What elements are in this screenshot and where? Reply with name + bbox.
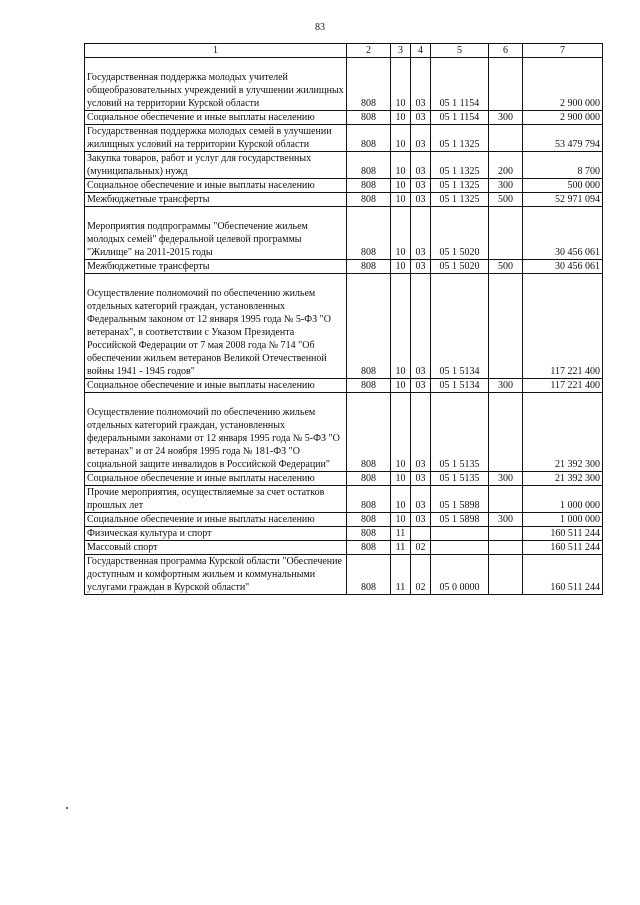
row-name-text: Социальное обеспечение и иные выплаты населению	[87, 180, 315, 191]
column-header: 1	[85, 44, 347, 58]
target-article-cell	[431, 527, 489, 541]
row-name-cell	[85, 193, 347, 207]
column-header: 2	[347, 44, 391, 58]
target-article-cell: 05 1 5898	[431, 486, 489, 513]
expense-type-cell: 500	[489, 260, 523, 274]
section-code-cell: 10	[391, 472, 411, 486]
ministry-code-cell: 808	[347, 179, 391, 193]
amount-cell: 30 456 061	[523, 207, 603, 260]
row-name-cell	[85, 527, 347, 541]
row-name-cell	[85, 260, 347, 274]
subsection-code-cell: 02	[411, 541, 431, 555]
table-row	[85, 393, 603, 472]
subsection-code-cell: 03	[411, 193, 431, 207]
row-name-cell	[85, 58, 347, 111]
row-name-text: Закупка товаров, работ и услуг для государственных (муниципальных) нужд	[87, 153, 312, 177]
expense-type-cell	[489, 274, 523, 379]
expense-type-cell: 500	[489, 193, 523, 207]
target-article-cell	[431, 541, 489, 555]
ministry-code-cell: 808	[347, 555, 391, 595]
table-row	[85, 513, 603, 527]
row-name-cell	[85, 513, 347, 527]
row-name-text: Межбюджетные трансферты	[87, 194, 210, 205]
target-article-cell: 05 1 5135	[431, 472, 489, 486]
ministry-code-cell: 808	[347, 152, 391, 179]
row-name-text: Мероприятия подпрограммы "Обеспечение жильем молодых семей" федеральной целевой программы "Жилище" на 2011-2015 годы	[87, 221, 308, 258]
section-code-cell: 10	[391, 152, 411, 179]
table-header-row	[85, 44, 603, 58]
expense-type-cell	[489, 541, 523, 555]
row-name-cell	[85, 111, 347, 125]
amount-cell: 160 511 244	[523, 527, 603, 541]
ministry-code-cell: 808	[347, 125, 391, 152]
ministry-code-cell: 808	[347, 207, 391, 260]
row-name-text: Межбюджетные трансферты	[87, 261, 210, 272]
amount-cell: 21 392 300	[523, 393, 603, 472]
subsection-code-cell: 02	[411, 555, 431, 595]
section-code-cell: 10	[391, 513, 411, 527]
target-article-cell: 05 1 5134	[431, 274, 489, 379]
subsection-code-cell	[411, 527, 431, 541]
amount-cell: 2 900 000	[523, 111, 603, 125]
page-number: 83	[315, 22, 325, 33]
section-code-cell: 11	[391, 541, 411, 555]
column-header: 4	[411, 44, 431, 58]
row-name-cell	[85, 207, 347, 260]
expense-type-cell	[489, 207, 523, 260]
row-name-text: Социальное обеспечение и иные выплаты населению	[87, 473, 315, 484]
table-row	[85, 152, 603, 179]
target-article-cell: 05 1 1325	[431, 193, 489, 207]
ministry-code-cell: 808	[347, 274, 391, 379]
target-article-cell: 05 1 5135	[431, 393, 489, 472]
row-top-spacing	[87, 207, 344, 220]
row-name-text: Прочие мероприятия, осуществляемые за счет остатков прошлых лет	[87, 487, 325, 511]
table-row	[85, 193, 603, 207]
column-header: 3	[391, 44, 411, 58]
row-top-spacing	[87, 393, 344, 406]
subsection-code-cell: 03	[411, 393, 431, 472]
section-code-cell: 10	[391, 486, 411, 513]
row-name-cell	[85, 179, 347, 193]
target-article-cell: 05 1 5020	[431, 260, 489, 274]
subsection-code-cell: 03	[411, 179, 431, 193]
table-row	[85, 541, 603, 555]
ministry-code-cell: 808	[347, 379, 391, 393]
target-article-cell: 05 1 1325	[431, 125, 489, 152]
row-name-text: Социальное обеспечение и иные выплаты населению	[87, 514, 315, 525]
row-name-cell	[85, 152, 347, 179]
target-article-cell: 05 1 1154	[431, 111, 489, 125]
table-row	[85, 111, 603, 125]
expense-type-cell: 300	[489, 472, 523, 486]
margin-mark	[66, 807, 68, 809]
expense-type-cell	[489, 393, 523, 472]
budget-table	[84, 43, 603, 595]
amount-cell: 117 221 400	[523, 274, 603, 379]
table-row	[85, 125, 603, 152]
subsection-code-cell: 03	[411, 472, 431, 486]
expense-type-cell: 300	[489, 513, 523, 527]
ministry-code-cell: 808	[347, 541, 391, 555]
amount-cell: 160 511 244	[523, 541, 603, 555]
subsection-code-cell: 03	[411, 111, 431, 125]
table-row	[85, 179, 603, 193]
ministry-code-cell: 808	[347, 393, 391, 472]
row-name-text: Осуществление полномочий по обеспечению жильем отдельных категорий граждан, установленных Федеральным законом от 12 января 1995 года № 5-ФЗ "О ветеранах", в соответствии с Указом Президента Российской Федерации от 7 мая 2008 года № 714 "Об обеспечении жильем ветеранов Великой Отечественной войны 1941 - 1945 годов"	[87, 288, 331, 377]
target-article-cell: 05 1 5898	[431, 513, 489, 527]
ministry-code-cell: 808	[347, 513, 391, 527]
row-name-text: Осуществление полномочий по обеспечению жильем отдельных категорий граждан, установленных федеральными законами от 12 января 1995 года № 5-ФЗ "О ветеранах" и от 24 ноября 1995 года № 181-ФЗ "О социальной защите инвалидов в Российской Федерации"	[87, 407, 340, 470]
section-code-cell: 10	[391, 207, 411, 260]
ministry-code-cell: 808	[347, 58, 391, 111]
subsection-code-cell: 03	[411, 274, 431, 379]
subsection-code-cell: 03	[411, 513, 431, 527]
target-article-cell: 05 1 1154	[431, 58, 489, 111]
table-row	[85, 58, 603, 111]
column-header: 7	[523, 44, 603, 58]
row-name-cell	[85, 274, 347, 379]
ministry-code-cell: 808	[347, 486, 391, 513]
row-name-text: Физическая культура и спорт	[87, 528, 212, 539]
row-name-text: Социальное обеспечение и иные выплаты населению	[87, 380, 315, 391]
amount-cell: 30 456 061	[523, 260, 603, 274]
target-article-cell: 05 1 5020	[431, 207, 489, 260]
row-name-cell	[85, 472, 347, 486]
table-row	[85, 274, 603, 379]
target-article-cell: 05 0 0000	[431, 555, 489, 595]
section-code-cell: 10	[391, 260, 411, 274]
row-name-cell	[85, 379, 347, 393]
row-top-spacing	[87, 58, 344, 71]
subsection-code-cell: 03	[411, 260, 431, 274]
section-code-cell: 10	[391, 193, 411, 207]
target-article-cell: 05 1 5134	[431, 379, 489, 393]
table-row	[85, 486, 603, 513]
section-code-cell: 10	[391, 274, 411, 379]
row-name-cell	[85, 393, 347, 472]
section-code-cell: 10	[391, 393, 411, 472]
expense-type-cell	[489, 555, 523, 595]
section-code-cell: 10	[391, 111, 411, 125]
subsection-code-cell: 03	[411, 125, 431, 152]
ministry-code-cell: 808	[347, 472, 391, 486]
expense-type-cell: 300	[489, 179, 523, 193]
row-name-cell	[85, 555, 347, 595]
section-code-cell: 10	[391, 58, 411, 111]
expense-type-cell: 200	[489, 152, 523, 179]
row-name-cell	[85, 125, 347, 152]
table-row	[85, 379, 603, 393]
amount-cell: 21 392 300	[523, 472, 603, 486]
section-code-cell: 11	[391, 555, 411, 595]
ministry-code-cell: 808	[347, 111, 391, 125]
amount-cell: 52 971 094	[523, 193, 603, 207]
amount-cell: 160 511 244	[523, 555, 603, 595]
expense-type-cell	[489, 125, 523, 152]
table-row	[85, 207, 603, 260]
amount-cell: 1 000 000	[523, 513, 603, 527]
row-name-text: Государственная программа Курской области "Обеспечение доступным и комфортным жильем и коммунальными услугами граждан в Курской области"	[87, 556, 342, 593]
expense-type-cell	[489, 486, 523, 513]
target-article-cell: 05 1 1325	[431, 179, 489, 193]
target-article-cell: 05 1 1325	[431, 152, 489, 179]
row-name-text: Государственная поддержка молодых семей в улучшении жилищных условий на территории Курской области	[87, 126, 332, 150]
amount-cell: 1 000 000	[523, 486, 603, 513]
subsection-code-cell: 03	[411, 152, 431, 179]
ministry-code-cell: 808	[347, 260, 391, 274]
row-name-text: Социальное обеспечение и иные выплаты населению	[87, 112, 315, 123]
ministry-code-cell: 808	[347, 527, 391, 541]
amount-cell: 8 700	[523, 152, 603, 179]
amount-cell: 500 000	[523, 179, 603, 193]
subsection-code-cell: 03	[411, 486, 431, 513]
row-name-cell	[85, 486, 347, 513]
expense-type-cell	[489, 58, 523, 111]
row-name-text: Государственная поддержка молодых учителей общеобразовательных учреждений в улучшении жилищных условий на территории Курской области	[87, 72, 344, 109]
expense-type-cell: 300	[489, 111, 523, 125]
row-name-text: Массовый спорт	[87, 542, 158, 553]
section-code-cell: 10	[391, 379, 411, 393]
section-code-cell: 10	[391, 179, 411, 193]
amount-cell: 2 900 000	[523, 58, 603, 111]
amount-cell: 117 221 400	[523, 379, 603, 393]
table-row	[85, 472, 603, 486]
section-code-cell: 11	[391, 527, 411, 541]
amount-cell: 53 479 794	[523, 125, 603, 152]
subsection-code-cell: 03	[411, 58, 431, 111]
table-row	[85, 260, 603, 274]
expense-type-cell: 300	[489, 379, 523, 393]
section-code-cell: 10	[391, 125, 411, 152]
subsection-code-cell: 03	[411, 207, 431, 260]
column-header: 6	[489, 44, 523, 58]
row-name-cell	[85, 541, 347, 555]
subsection-code-cell: 03	[411, 379, 431, 393]
expense-type-cell	[489, 527, 523, 541]
table-row	[85, 555, 603, 595]
row-top-spacing	[87, 274, 344, 287]
column-header: 5	[431, 44, 489, 58]
table-row	[85, 527, 603, 541]
ministry-code-cell: 808	[347, 193, 391, 207]
